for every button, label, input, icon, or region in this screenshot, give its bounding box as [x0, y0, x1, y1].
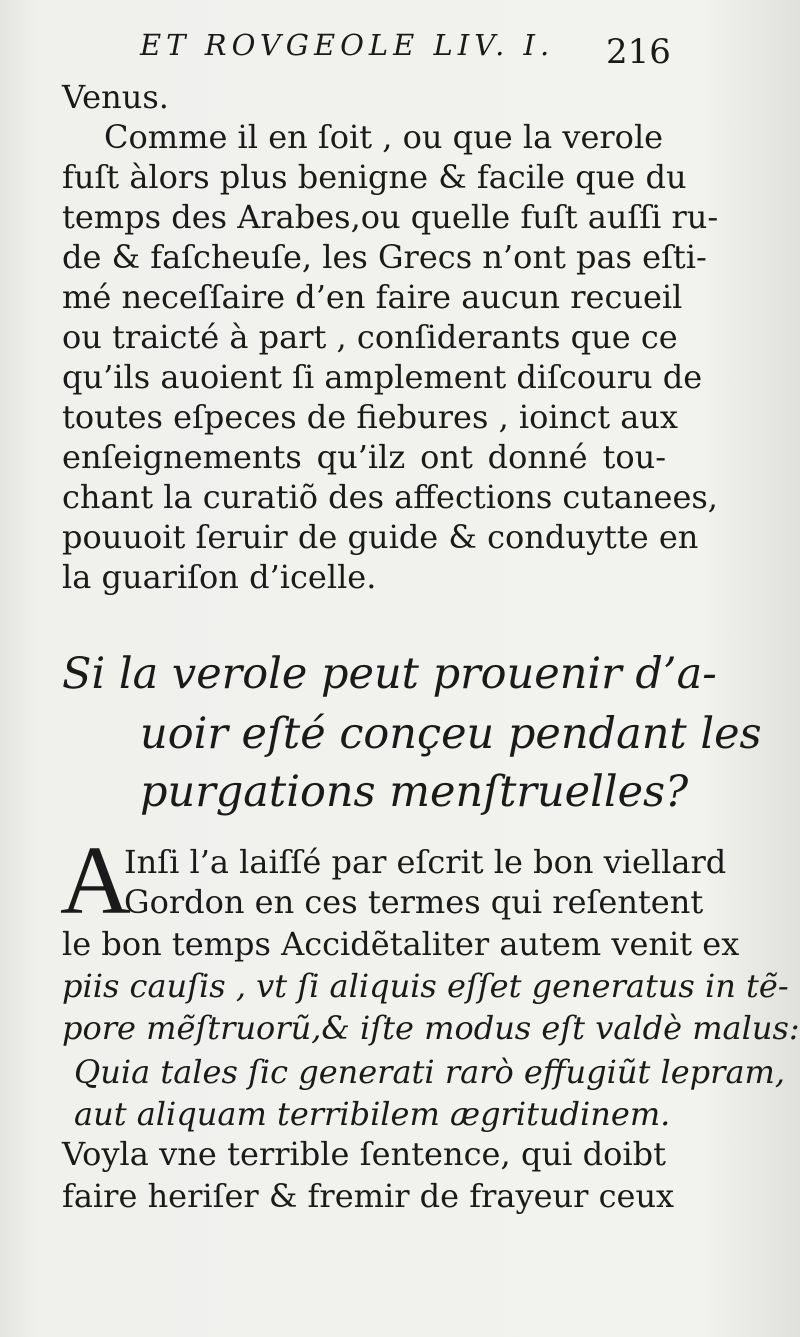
text-line: mé neceſſaire d’en faire aucun recueil [62, 278, 683, 316]
text-line: enſeignements qu’ilz ont donné tou- [62, 438, 666, 476]
drop-cap: A [60, 827, 131, 935]
chapter-heading-line: Si la verole peut prouenir d’a- [62, 649, 717, 699]
text-line: pouuoit ſeruir de guide & conduytte en [62, 518, 699, 556]
text-line-latin: aut aliquam terribilem ægritudinem. [74, 1095, 671, 1133]
chapter-heading-line: uoir eſté conçeu pendant les [140, 709, 762, 759]
text-line: le bon temps Accidẽtaliter autem venit ex [62, 925, 740, 963]
text-line: qu’ils auoient ſi amplement diſcouru de [62, 358, 703, 396]
text-line: Voyla vne terrible ſentence, qui doibt [62, 1135, 666, 1173]
running-head: ET ROVGEOLE LIV. I. [140, 28, 555, 62]
text-line-latin: Quia tales ſic generati rarò effugiũt lepram, [74, 1053, 786, 1091]
text-line: Gordon en ces termes qui reſentent [124, 883, 704, 921]
text-line: chant la curatiõ des affections cutanees, [62, 478, 718, 516]
text-line: Venus. [62, 78, 169, 116]
text-line: ou traicté à part , conſiderants que ce [62, 318, 678, 356]
text-line-latin: piis cauſis , vt ſi aliquis eſſet generatus in tẽ- [62, 967, 789, 1005]
text-line: Inſi l’a laiſſé par eſcrit le bon viellard [124, 843, 727, 881]
page-number: 216 [606, 32, 671, 72]
text-line: temps des Arabes,ou quelle fuſt auſſi ru- [62, 198, 719, 236]
text-line: de & faſcheuſe, les Grecs n’ont pas eſti- [62, 238, 707, 276]
text-line: Comme il en ſoit , ou que la verole [104, 118, 664, 156]
chapter-heading-line: purgations menſtruelles? [140, 767, 689, 817]
text-line: fuſt àlors plus benigne & facile que du [62, 158, 687, 196]
text-line: faire heriſer & fremir de frayeur ceux [62, 1177, 675, 1215]
text-line: toutes eſpeces de fiebures , ioinct aux [62, 398, 678, 436]
text-line-latin: pore mẽſtruorũ,& iſte modus eſt valdè malus: [62, 1009, 800, 1047]
text-line: la guariſon d’icelle. [62, 558, 377, 596]
